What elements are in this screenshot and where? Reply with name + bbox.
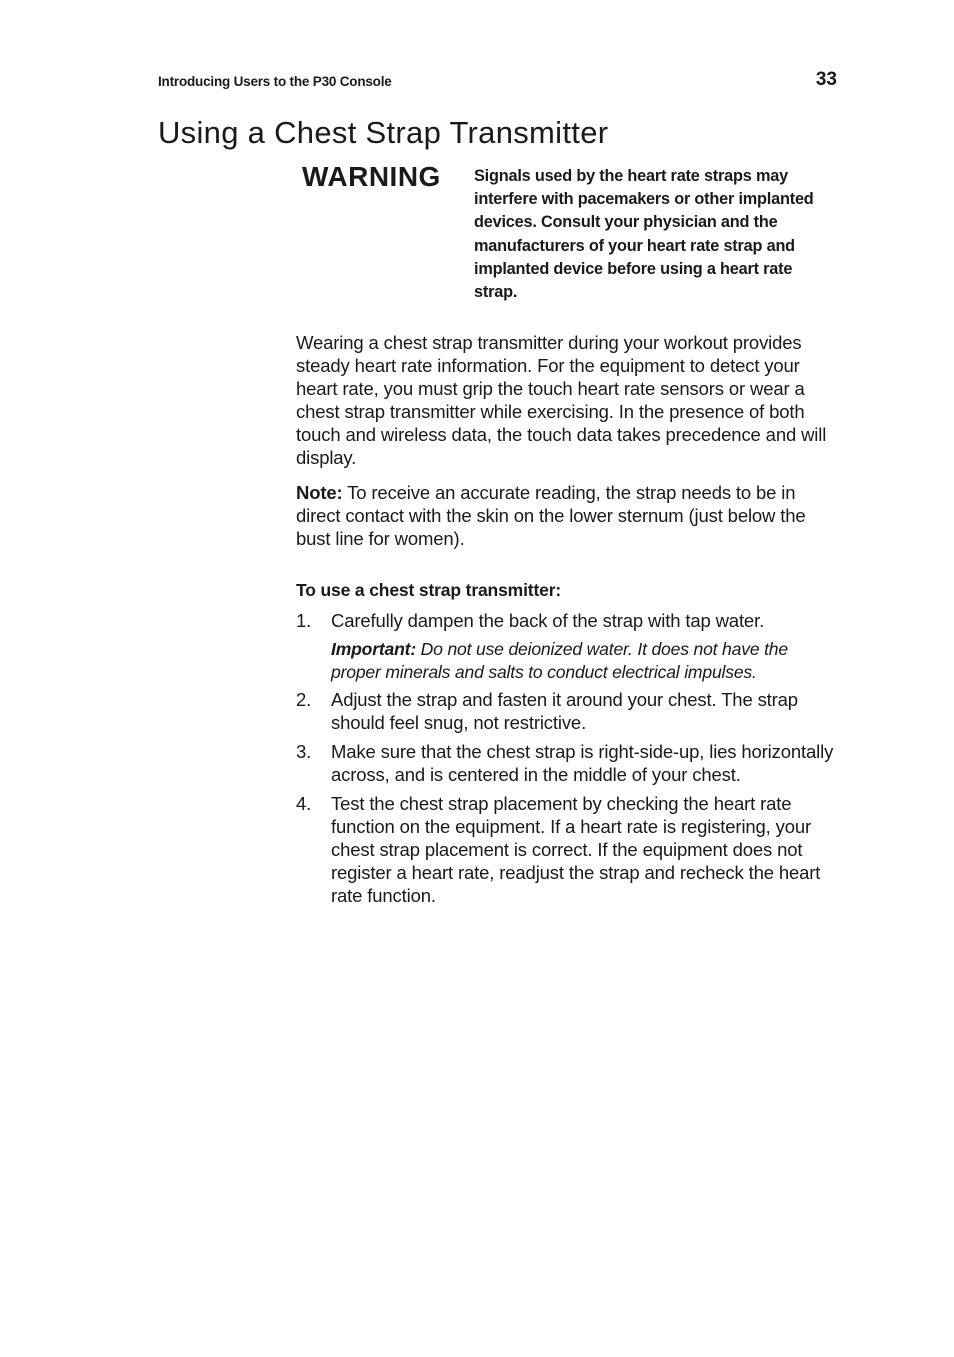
step-text: Make sure that the chest strap is right-side-up, lies horizontally across, and is centered in the middle of your chest. [331,741,834,785]
note-label: Note: [296,482,343,503]
step-text: Carefully dampen the back of the strap with tap water. [331,610,765,631]
step-text: Adjust the strap and fasten it around your chest. The strap should feel snug, not restrictive. [331,689,798,733]
important-label: Important: [331,639,416,659]
section-title: Using a Chest Strap Transmitter [158,115,609,150]
step-number: 3. [296,741,312,762]
procedure-steps [296,609,836,913]
step-number: 4. [296,793,312,814]
running-header: Introducing Users to the P30 Console [158,74,392,89]
step-number: 1. [296,610,312,631]
list-item [296,740,836,786]
step-number: 2. [296,689,312,710]
list-item [296,609,836,684]
important-note [331,638,836,684]
page-number: 33 [815,69,837,90]
warning-label: WARNING [302,161,441,192]
note-paragraph [296,481,836,550]
list-item [296,688,836,734]
note-text: To receive an accurate reading, the strap needs to be in direct contact with the skin on the lower sternum (just below the bust line for women). [296,482,806,549]
important-text: Do not use deionized water. It does not have the proper minerals and salts to conduct electrical impulses. [331,639,788,682]
step-text: Test the chest strap placement by checking the heart rate function on the equipment. If a heart rate is registering, your chest strap placement is correct. If the equipment does not register a heart rate, readjust the strap and recheck the heart rate function. [331,793,821,906]
procedure-heading: To use a chest strap transmitter: [296,580,562,600]
intro-paragraph: Wearing a chest strap transmitter during your workout provides steady heart rate information. For the equipment to detect your heart rate, you must grip the touch heart rate sensors or wear a chest strap transmitter while exercising. In the presence of both touch and wireless data, the touch data takes precedence and will display. [296,332,827,468]
warning-text: Signals used by the heart rate straps may interfere with pacemakers or other implanted devices. Consult your physician and the manufacturers of your heart rate strap and implanted device before using a heart rate strap. [474,167,814,302]
list-item [296,792,836,907]
